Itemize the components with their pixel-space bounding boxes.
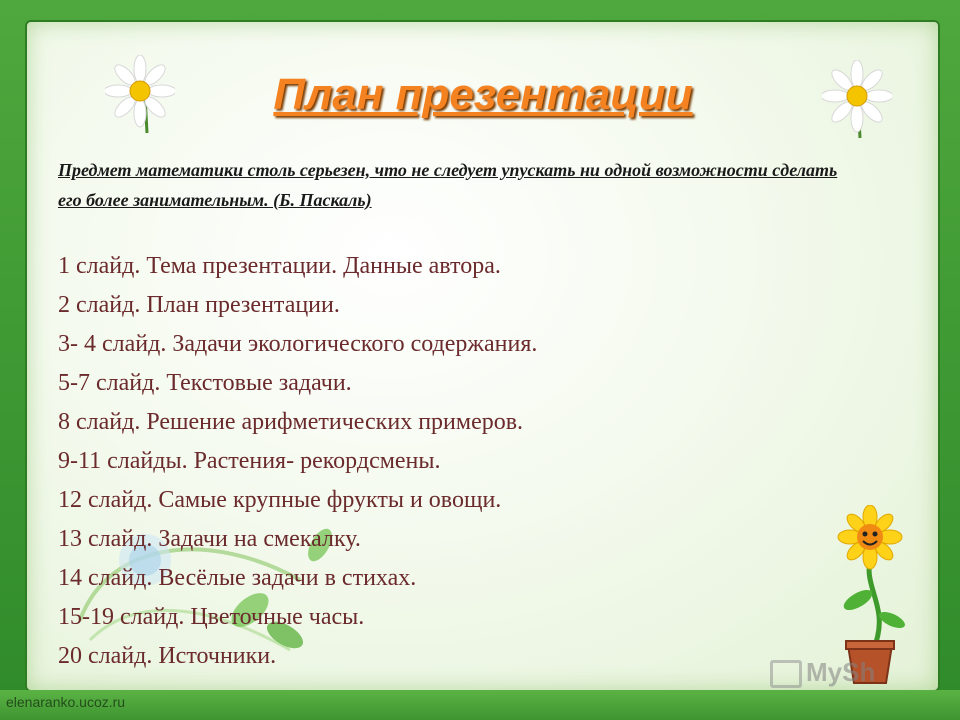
daisy-icon — [105, 55, 175, 135]
slide-title: План презентации — [273, 70, 693, 119]
bottom-strip — [0, 690, 960, 720]
plan-item: 3- 4 слайд. Задачи экологического содержания. — [58, 331, 538, 357]
plan-item: 9-11 слайды. Растения- рекордсмены. — [58, 448, 441, 474]
plan-item: 12 слайд. Самые крупные фрукты и овощи. — [58, 487, 502, 513]
presentation-plan-list — [58, 247, 758, 676]
plan-item: 1 слайд. Тема презентации. Данные автора. — [58, 253, 501, 279]
plan-item: 20 слайд. Источники. — [58, 643, 277, 669]
footer-site-url: elenaranko.ucoz.ru — [6, 694, 126, 710]
daisy-icon — [822, 60, 892, 140]
plan-item: 14 слайд. Весёлые задачи в стихах. — [58, 565, 417, 591]
myshared-logo-icon — [770, 660, 802, 688]
plan-item: 15-19 слайд. Цветочные часы. — [58, 604, 365, 630]
myshared-logo — [770, 657, 930, 691]
watermark-text: MySh — [806, 657, 876, 687]
plan-item: 8 слайд. Решение арифметических примеров. — [58, 409, 524, 435]
epigraph-quote: Предмет математики столь серьезен, что не следует упускать ни одной возможности сделать его более занимательным. (Б. Паскаль) — [58, 160, 838, 210]
plan-item: 5-7 слайд. Текстовые задачи. — [58, 370, 352, 396]
plan-item: 2 слайд. План презентации. — [58, 292, 340, 318]
plan-item: 13 слайд. Задачи на смекалку. — [58, 526, 361, 552]
